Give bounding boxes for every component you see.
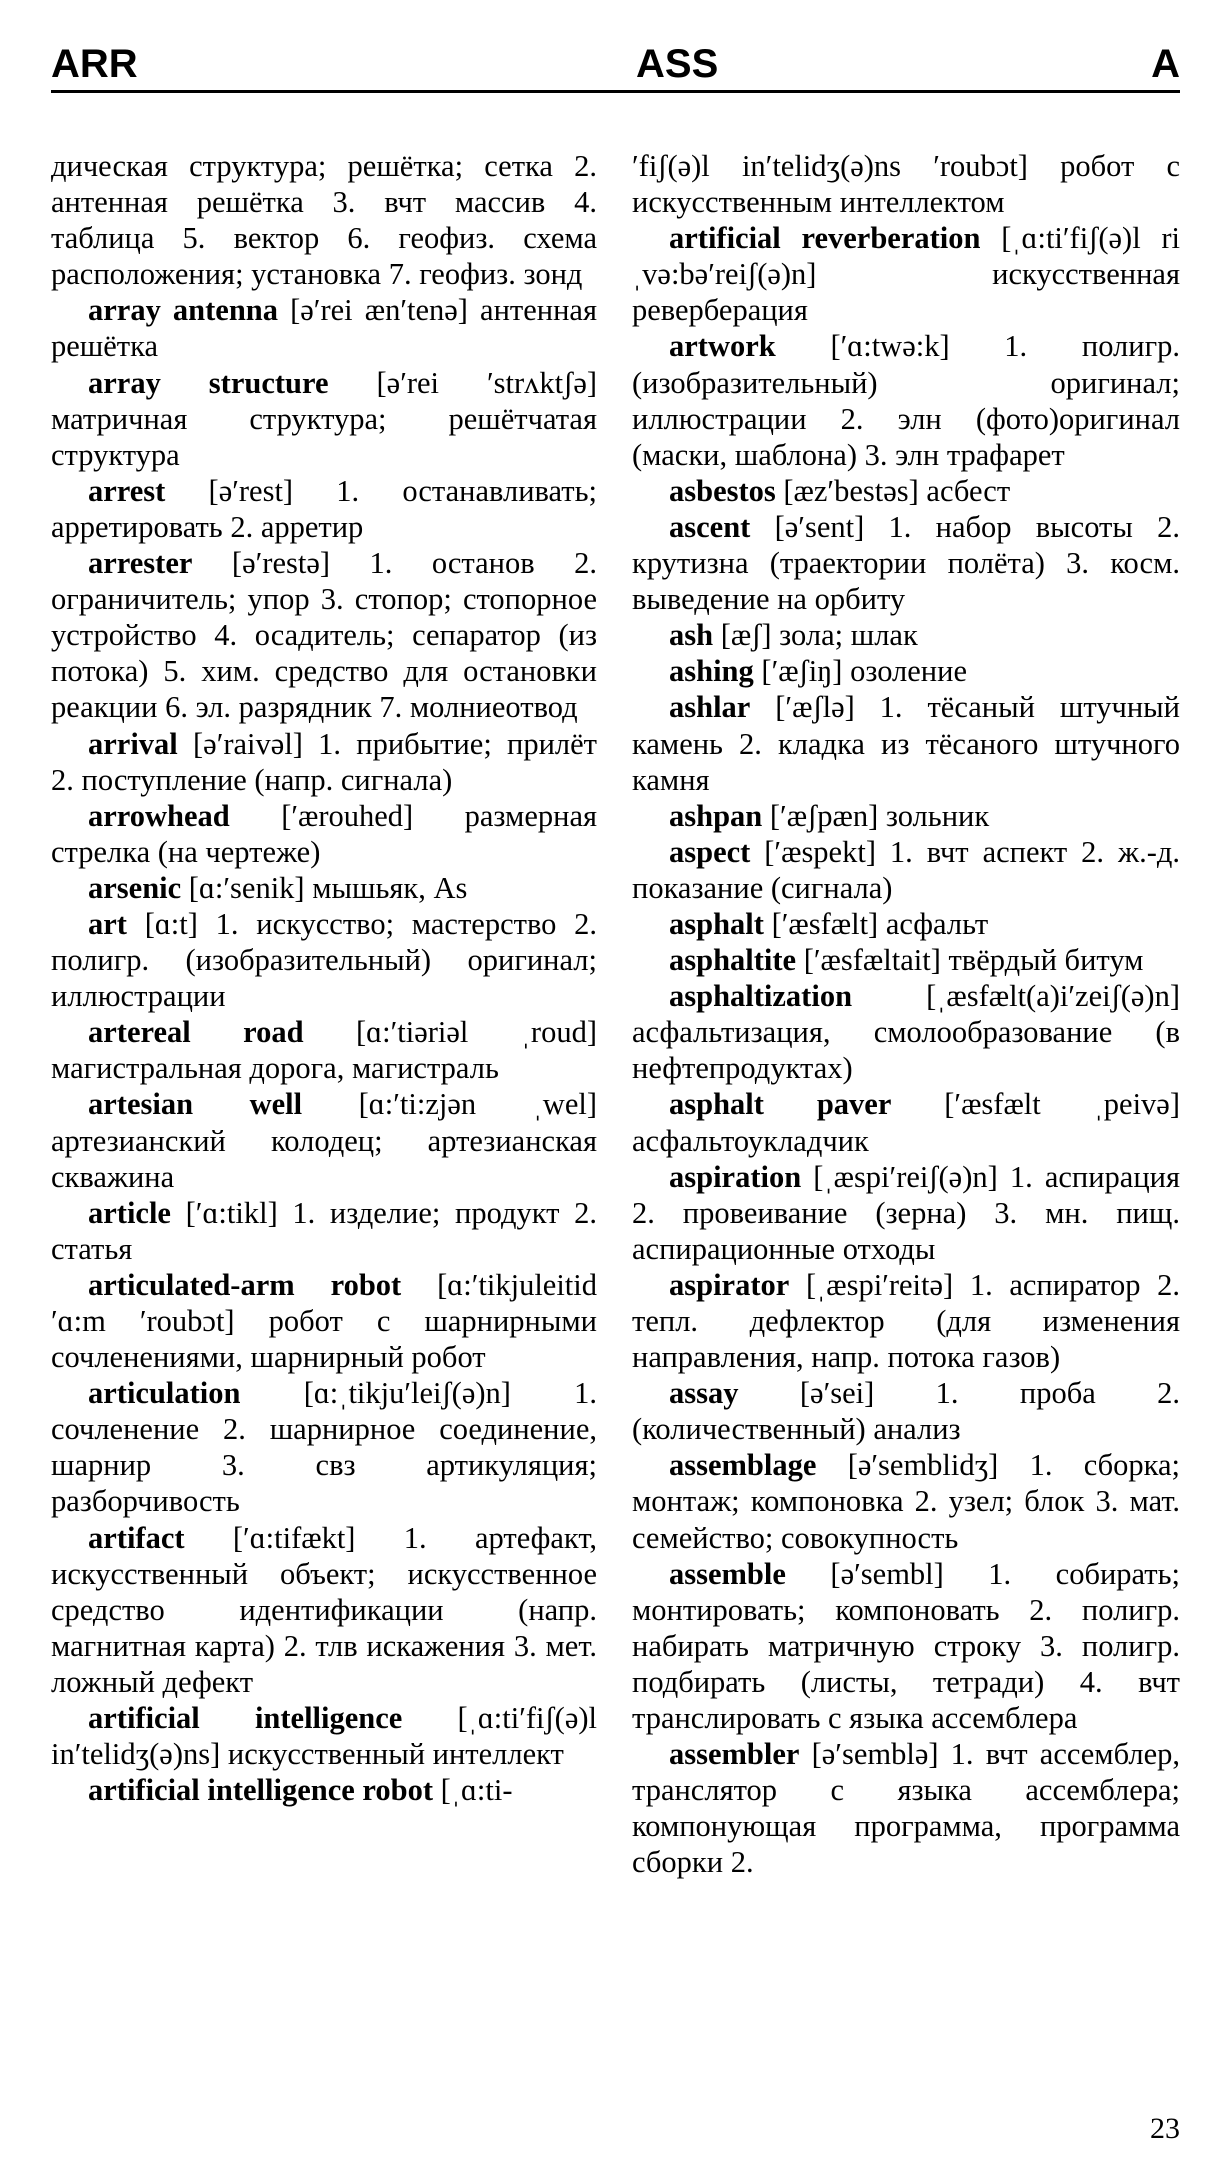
entry-definition: [ˌæsfælt(a)i′zeiʃ(ə)n] асфальтизация, смолообразование (в нефтепродуктах) [632, 979, 1180, 1086]
dictionary-entry [51, 365, 597, 473]
entry-definition: [ə′rei ′strʌktʃə] матричная структура; решётчатая структура [51, 365, 598, 472]
entry-headword: assemblage [669, 1448, 817, 1483]
entry-headword: array antenna [88, 293, 279, 328]
dictionary-entry [632, 798, 1180, 834]
entry-definition: [ə′raivəl] 1. прибытие; прилёт 2. поступление (напр. сигнала) [51, 726, 598, 797]
dictionary-entry [51, 473, 597, 545]
entry-headword: articulated-arm robot [88, 1267, 402, 1302]
header-center-guideword: ASS [636, 42, 719, 86]
dictionary-entry [632, 653, 1180, 689]
dictionary-entry [632, 1086, 1180, 1158]
entry-definition: [ə′rei æn′tenə] антенная решётка [51, 293, 597, 364]
dictionary-entry [632, 328, 1180, 472]
entry-definition: ′fiʃ(ə)l in′telidʒ(ə)ns ′roubɔt] робот с искусственным интеллектом [632, 149, 1180, 220]
entry-headword: asphalt [669, 906, 764, 941]
dictionary-entry [51, 798, 597, 870]
entry-definition: [æz′bestəs] асбест [783, 473, 1011, 508]
dictionary-entry [51, 1375, 597, 1519]
entry-definition: [′ɑ:twə:k] 1. полигр. (изобразительный) оригинал; иллюстрации 2. элн (фото)оригинал (маски, шаблона) 3. элн трафарет [632, 329, 1180, 472]
entry-definition: [ɑ:′senik] мышьяк, As [188, 870, 468, 905]
entry-definition: [ˌæspi′reiʃ(ə)n] 1. аспирация 2. провеивание (зерна) 3. мн. пищ. аспирационные отходы [632, 1159, 1181, 1266]
dictionary-entry [51, 1700, 597, 1772]
entry-headword: ashlar [669, 690, 751, 725]
dictionary-entry [632, 1556, 1180, 1736]
dictionary-entry [51, 1520, 597, 1700]
entry-headword: arrival [88, 726, 178, 761]
entry-definition: [ə′sent] 1. набор высоты 2. крутизна (траектории полёта) 3. косм. выведение на орбиту [632, 509, 1180, 617]
dictionary-entry [632, 1447, 1180, 1555]
entry-definition: [ɑ:′ti:zjən ˌwel] артезианский колодец; артезианская скважина [51, 1087, 598, 1194]
entry-definition: [′æʃlə] 1. тёсаный штучный камень 2. кладка из тёсаного штучного камня [632, 690, 1180, 797]
dictionary-entry [51, 148, 597, 292]
entry-headword: art [88, 906, 127, 941]
entry-headword: arrester [88, 546, 193, 581]
entry-headword: arsenic [88, 870, 182, 905]
entry-definition: [ˌæspi′reitə] 1. аспиратор 2. тепл. дефлектор (для изменения направления, напр. потока газов) [632, 1267, 1180, 1375]
entry-headword: assembler [669, 1737, 800, 1772]
entry-definition: [ə′semblidʒ] 1. сборка; монтаж; компоновка 2. узел; блок 3. мат. семейство; совокупность [632, 1448, 1181, 1555]
entry-headword: artifact [88, 1520, 185, 1555]
dictionary-entry [632, 689, 1180, 797]
entry-definition: [ɑ:′tikjuleitid ′ɑ:m ′roubɔt] робот с шарнирными сочленениями, шарнирный робот [51, 1267, 597, 1375]
entry-definition: дическая структура; решётка; сетка 2. антенная решётка 3. вчт массив 4. таблица 5. вектор 6. геофиз. схема расположения; установка 7. геофиз. зонд [51, 149, 597, 292]
header-left-guideword: ARR [51, 42, 138, 86]
dictionary-entry [632, 1159, 1180, 1267]
entry-definition: [ɑ:ˌtikju′leiʃ(ə)n] 1. сочленение 2. шарнирное соединение, шарнир 3. свз артикуляция; разборчивость [51, 1376, 598, 1519]
entry-definition: [ˌɑ:ti′fiʃ(ə)l in′telidʒ(ə)ns] искусственный интеллект [51, 1701, 597, 1772]
entry-headword: arrest [88, 473, 166, 508]
dictionary-entry [51, 1014, 597, 1086]
entry-headword: aspect [669, 834, 751, 869]
dictionary-entry [51, 1195, 597, 1267]
entry-definition: [ə′sembl] 1. собирать; монтировать; компоновать 2. полигр. набирать матричную строку 3. полигр. подбирать (листы, тетради) 4. вчт транслировать с языка ассемблера [632, 1556, 1181, 1736]
header-section-letter: A [1151, 42, 1180, 86]
entry-headword: aspiration [669, 1159, 802, 1194]
running-header [51, 38, 1180, 93]
dictionary-entry [632, 834, 1180, 906]
entry-headword: ashing [669, 654, 754, 689]
dictionary-entry [51, 870, 597, 906]
dictionary-entry [51, 292, 597, 364]
entry-definition: [′ɑ:tifækt] 1. артефакт, искусственный объект; искусственное средство идентификации (напр. магнитная карта) 2. тлв искажения 3. мет. ложный дефект [51, 1520, 597, 1699]
dictionary-entry [632, 220, 1180, 328]
entry-definition: [ɑ:′tiəriəl ˌroud] магистральная дорога, магистраль [51, 1015, 598, 1086]
right-column [632, 148, 1180, 1881]
entry-headword: ashpan [669, 798, 763, 833]
entry-definition: [ə′rest] 1. останавливать; арретировать 2. арретир [51, 473, 597, 544]
entry-definition: [′æsfælt ˌpeivə] асфальтоукладчик [632, 1087, 1180, 1158]
entry-definition: [ə′sei] 1. проба 2. (количественный) анализ [632, 1376, 1181, 1447]
entry-headword: assay [669, 1376, 739, 1411]
entry-headword: ascent [669, 509, 751, 544]
dictionary-entry [632, 473, 1180, 509]
entry-headword: artwork [669, 329, 776, 364]
entry-headword: array structure [88, 365, 329, 400]
entry-definition: [′æʃiŋ] озоление [761, 654, 967, 689]
entry-definition: [′æsfæltait] твёрдый битум [803, 943, 1144, 978]
dictionary-entry [632, 509, 1180, 617]
entry-headword: artificial intelligence [88, 1701, 403, 1736]
entry-definition: [ˌɑ:ti′fiʃ(ə)l riˌvə:bə′reiʃ(ə)n] искусственная реверберация [632, 221, 1181, 328]
left-column [51, 148, 597, 1808]
dictionary-entry [51, 545, 597, 725]
dictionary-entry [632, 906, 1180, 942]
entry-headword: articulation [88, 1376, 241, 1411]
entry-definition: [′ærouhed] размерная стрелка (на чертеже) [51, 798, 598, 869]
entry-headword: artificial reverberation [669, 221, 981, 256]
entry-headword: asbestos [669, 473, 776, 508]
entry-headword: assemble [669, 1556, 786, 1591]
entry-definition: [ɑ:t] 1. искусство; мастерство 2. полигр. (изобразительный) оригинал; иллюстрации [51, 906, 597, 1014]
entry-definition: [ə′semblə] 1. вчт ассемблер, транслятор с языка ассемблера; компонующая программа, программа сборки 2. [632, 1737, 1180, 1880]
entry-headword: artesian well [88, 1087, 303, 1122]
entry-definition: [′æspekt] 1. вчт аспект 2. ж.-д. показание (сигнала) [632, 834, 1180, 905]
dictionary-entry [51, 1267, 597, 1375]
dictionary-entry [51, 1086, 597, 1194]
entry-definition: [ə′restə] 1. останов 2. ограничитель; упор 3. стопор; стопорное устройство 4. осадитель; сепаратор (из потока) 5. хим. средство для остановки реакции 6. эл. разрядник 7. молниеотвод [51, 546, 598, 725]
dictionary-entry [632, 942, 1180, 978]
entry-headword: artereal road [88, 1015, 304, 1050]
entry-headword: ash [669, 618, 714, 653]
dictionary-entry [51, 1772, 597, 1808]
dictionary-entry [632, 148, 1180, 220]
dictionary-entry [632, 1375, 1180, 1447]
dictionary-entry [51, 726, 597, 798]
page-number: 23 [1150, 2112, 1180, 2145]
entry-definition: [′æʃpæn] зольник [769, 798, 990, 833]
entry-headword: arrowhead [88, 798, 230, 833]
entry-headword: artificial intelligence robot [88, 1773, 434, 1808]
entry-headword: asphalt paver [669, 1087, 892, 1122]
entry-definition: [æʃ] зола; шлак [720, 618, 918, 653]
entry-headword: article [88, 1195, 171, 1230]
entry-headword: aspirator [669, 1267, 790, 1302]
entry-definition: [′æsfælt] асфальт [771, 906, 989, 941]
dictionary-entry [51, 906, 597, 1014]
dictionary-entry [632, 978, 1180, 1086]
dictionary-entry [632, 1267, 1180, 1375]
entry-definition: [ˌɑ:ti- [440, 1773, 513, 1808]
entry-headword: asphaltization [669, 979, 853, 1014]
entry-definition: [′ɑ:tikl] 1. изделие; продукт 2. статья [51, 1195, 598, 1266]
dictionary-entry [632, 1736, 1180, 1880]
dictionary-entry [632, 617, 1180, 653]
entry-headword: asphaltite [669, 943, 797, 978]
